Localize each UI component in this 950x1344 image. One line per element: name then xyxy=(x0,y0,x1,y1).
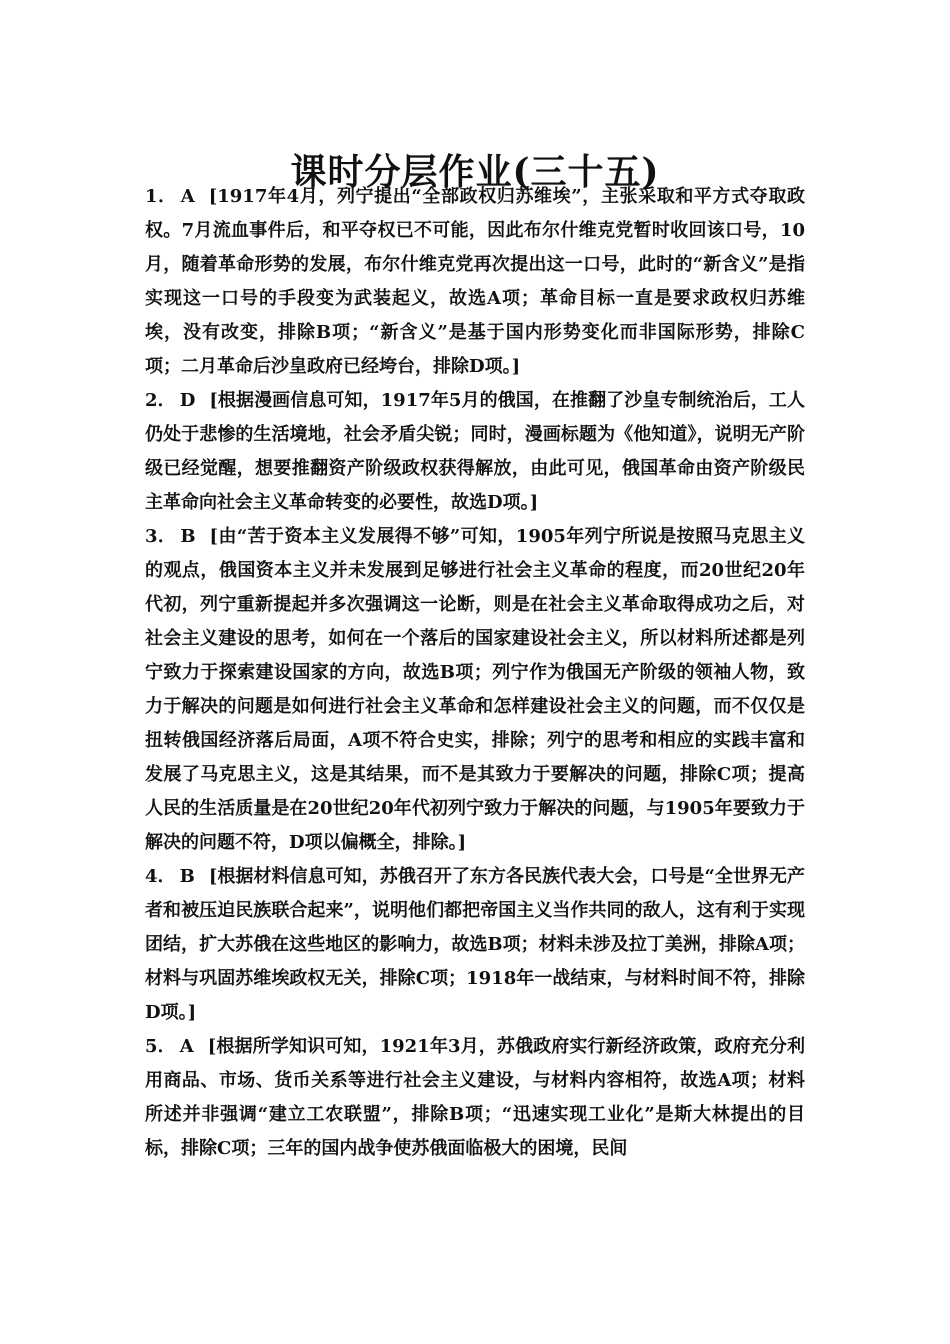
answer-number: 5． xyxy=(145,1036,176,1057)
answer-explanation: [根据所学知识可知，1921年3月，苏俄政府实行新经济政策，政府充分利用商品、市场、货币关系等进行社会主义建设，与材料内容相符，故选A项；材料所述并非强调“建立工农联盟”，排除B项；“迅速实现工业化”是斯大林提出的目标，排除C项；三年的国内战争使苏俄面临极大的困境，民间 xyxy=(145,1036,805,1159)
answer-item-3 xyxy=(145,520,805,860)
answer-list xyxy=(145,180,805,1166)
answer-explanation: [根据材料信息可知，苏俄召开了东方各民族代表大会，口号是“全世界无产者和被压迫民族联合起来”，说明他们都把帝国主义当作共同的敌人，这有利于实现团结，扩大苏俄在这些地区的影响力，故选B项；材料未涉及拉丁美洲，排除A项；材料与巩固苏维埃政权无关，排除C项；1918年一战结束，与材料时间不符，排除D项。] xyxy=(145,866,805,1023)
answer-item-4 xyxy=(145,860,805,1030)
answer-explanation: [根据漫画信息可知，1917年5月的俄国，在推翻了沙皇专制统治后，工人仍处于悲惨的生活境地，社会矛盾尖锐；同时，漫画标题为《他知道》，说明无产阶级已经觉醒，想要推翻资产阶级政权获得解放，由此可见，俄国革命由资产阶级民主革命向社会主义革命转变的必要性，故选D项。] xyxy=(145,390,806,513)
answer-choice: A xyxy=(180,186,195,207)
answer-number: 2． xyxy=(145,390,176,411)
answer-explanation: [由“苦于资本主义发展得不够”可知，1905年列宁所说是按照马克思主义的观点，俄国资本主义并未发展到足够进行社会主义革命的程度，而20世纪20年代初，列宁重新提起并多次强调这一论断，则是在社会主义革命取得成功之后，对社会主义建设的思考，如何在一个落后的国家建设社会主义，所以材料所述都是列宁致力于探索建设国家的方向，故选B项；列宁作为俄国无产阶级的领袖人物，致力于解决的问题是如何进行社会主义革命和怎样建设社会主义的问题，而不仅仅是扭转俄国经济落后局面，A项不符合史实，排除；列宁的思考和相应的实践丰富和发展了马克思主义，这是其结果，而不是其致力于要解决的问题，排除C项；提高人民的生活质量是在20世纪20年代初列宁致力于解决的问题，与1905年要致力于解决的问题不符，D项以偏概全，排除。] xyxy=(145,526,805,853)
answer-number: 3． xyxy=(145,526,177,547)
page-title: 课时分层作业(三十五) xyxy=(290,151,660,194)
answer-number: 1． xyxy=(145,186,177,207)
answer-choice: A xyxy=(179,1036,194,1057)
answer-item-2 xyxy=(145,384,805,520)
answer-choice: B xyxy=(180,526,196,547)
answer-explanation: [1917年4月，列宁提出“全部政权归苏维埃”，主张采取和平方式夺取政权。7月流血事件后，和平夺权已不可能，因此布尔什维克党暂时收回该口号，10月，随着革命形势的发展，布尔什维克党再次提出这一口号，此时的“新含义”是指实现这一口号的手段变为武装起义，故选A项；革命目标一直是要求政权归苏维埃，没有改变，排除B项；“新含义”是基于国内形势变化而非国际形势，排除C项；二月革命后沙皇政府已经垮台，排除D项。] xyxy=(145,186,806,377)
answer-choice: B xyxy=(179,866,195,887)
answer-number: 4． xyxy=(145,866,176,887)
answer-choice: D xyxy=(179,390,196,411)
answer-item-1 xyxy=(145,180,805,384)
answer-item-5 xyxy=(145,1030,805,1166)
